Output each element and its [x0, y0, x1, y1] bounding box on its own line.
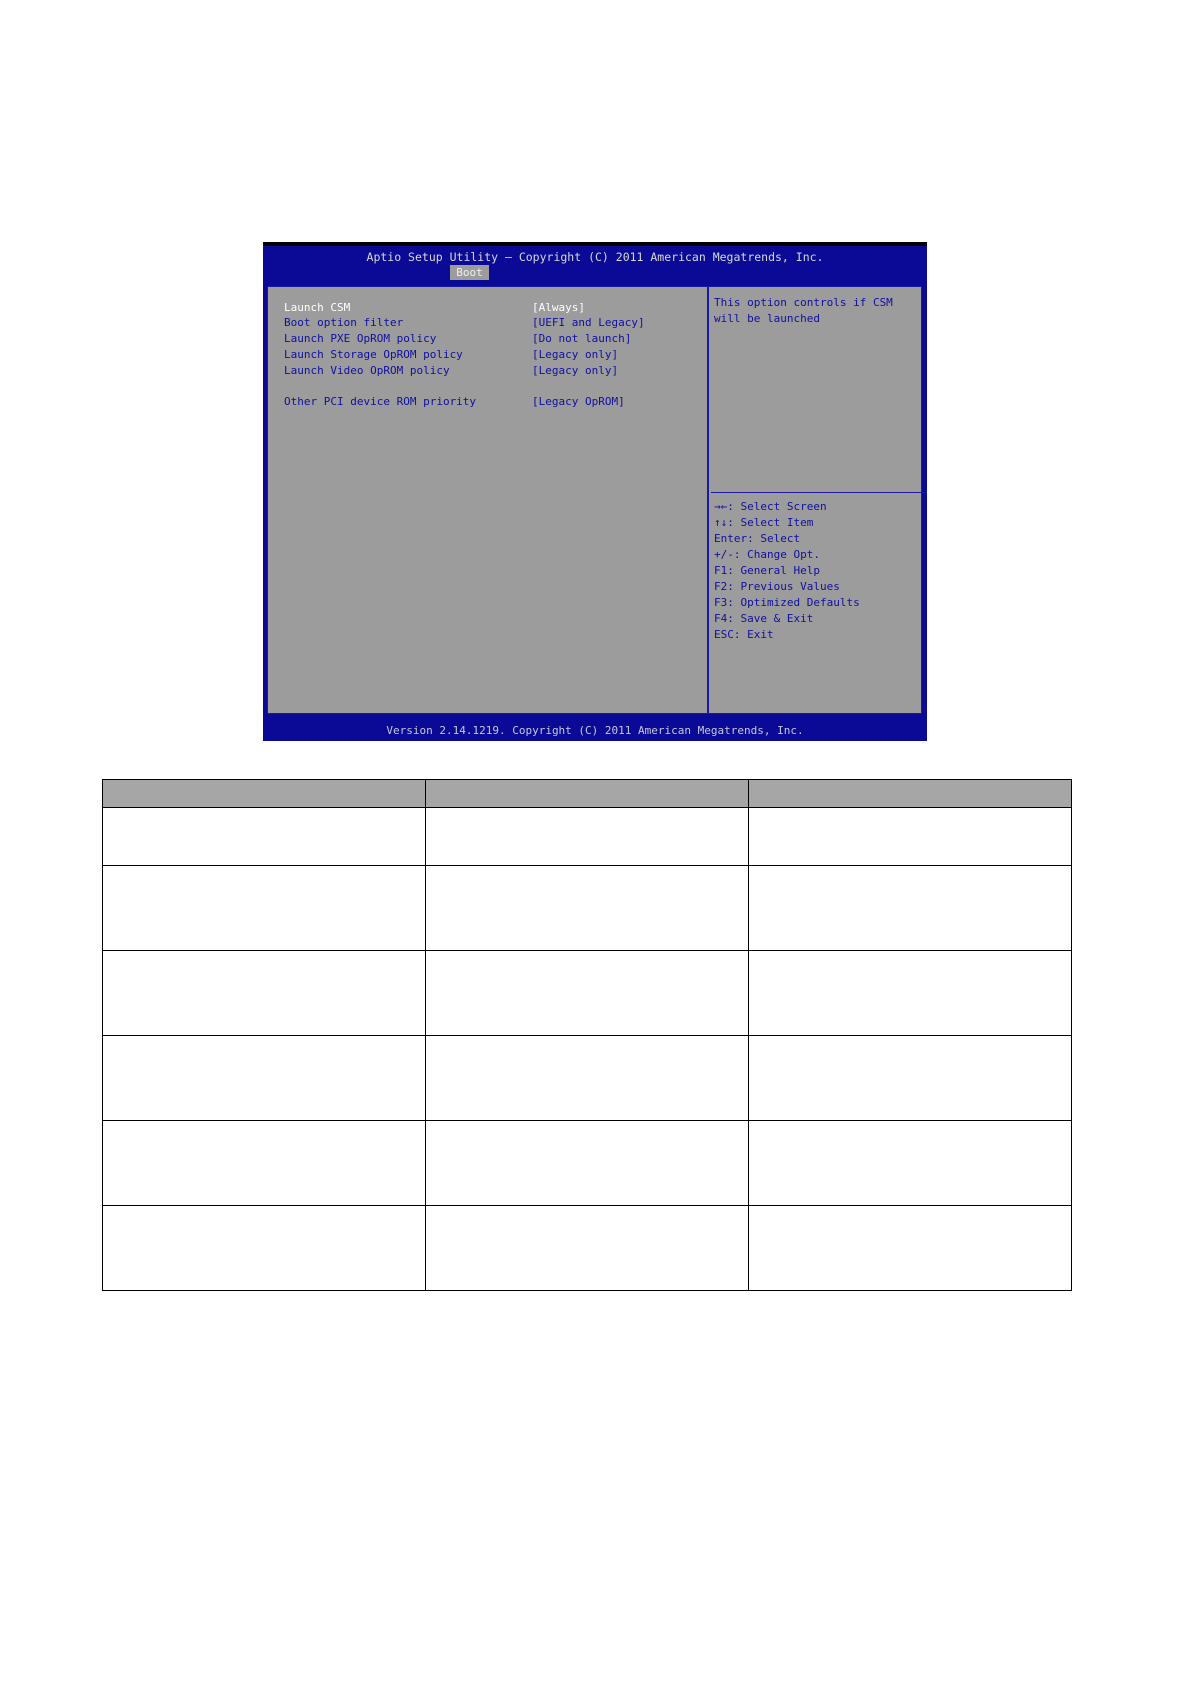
- key-legend: [714, 499, 860, 643]
- table-cell: [103, 866, 426, 951]
- bios-screenshot: [263, 242, 927, 741]
- setting-value[interactable]: [Always]: [532, 301, 585, 314]
- help-pane: [711, 287, 921, 713]
- table-row: [103, 866, 1072, 951]
- table-header-cell: [103, 780, 426, 808]
- setting-value[interactable]: [Legacy only]: [532, 348, 619, 361]
- setting-label: Launch Video OpROM policy: [284, 364, 450, 377]
- table-header-cell: [749, 780, 1072, 808]
- table-row: [103, 1206, 1072, 1291]
- table-cell: [426, 1121, 749, 1206]
- key-general-help: F1: General Help: [714, 564, 820, 577]
- bios-footer: Version 2.14.1219. Copyright (C) 2011 American Megatrends, Inc.: [386, 724, 804, 737]
- key-save-exit: F4: Save & Exit: [714, 612, 814, 625]
- table-cell: [103, 1206, 426, 1291]
- table-cell: [749, 1036, 1072, 1121]
- help-description: This option controls if CSM will be launched: [714, 296, 893, 325]
- key-select-screen: →←: Select Screen: [714, 500, 827, 513]
- key-change-opt: +/-: Change Opt.: [714, 548, 820, 561]
- bios-title-bar: [263, 242, 927, 279]
- key-esc-exit: ESC: Exit: [714, 628, 774, 641]
- table-cell: [426, 808, 749, 866]
- bios-body: [267, 286, 922, 714]
- settings-pane: [268, 287, 709, 713]
- table-cell: [426, 1036, 749, 1121]
- table-row: [103, 808, 1072, 866]
- table-cell: [749, 808, 1072, 866]
- key-optimized-defaults: F3: Optimized Defaults: [714, 596, 860, 609]
- setting-label: Launch CSM: [284, 301, 351, 314]
- setting-label: Other PCI device ROM priority: [284, 395, 477, 408]
- setting-value[interactable]: [UEFI and Legacy]: [532, 316, 645, 329]
- tab-boot[interactable]: Boot: [450, 265, 489, 280]
- table-row: [103, 951, 1072, 1036]
- setting-label: Boot option filter: [284, 316, 404, 329]
- table-cell: [749, 1206, 1072, 1291]
- key-select-item: ↑↓: Select Item: [714, 516, 814, 529]
- table-cell: [749, 1121, 1072, 1206]
- table-cell: [426, 951, 749, 1036]
- key-enter-select: Enter: Select: [714, 532, 801, 545]
- table-cell: [426, 1206, 749, 1291]
- table-row: [103, 1036, 1072, 1121]
- options-table: [102, 779, 1072, 1291]
- table-header-cell: [426, 780, 749, 808]
- setting-label: Launch Storage OpROM policy: [284, 348, 463, 361]
- table-cell: [103, 1036, 426, 1121]
- table-cell: [103, 951, 426, 1036]
- table-cell: [426, 866, 749, 951]
- table-cell: [103, 1121, 426, 1206]
- key-previous-values: F2: Previous Values: [714, 580, 840, 593]
- setting-value[interactable]: [Legacy only]: [532, 364, 619, 377]
- table-cell: [749, 951, 1072, 1036]
- table-header-row: [103, 780, 1072, 808]
- setting-label: Launch PXE OpROM policy: [284, 332, 437, 345]
- table-cell: [103, 808, 426, 866]
- help-divider: [711, 492, 927, 493]
- table-row: [103, 1121, 1072, 1206]
- setting-value[interactable]: [Legacy OpROM]: [532, 395, 625, 408]
- table-cell: [749, 866, 1072, 951]
- setting-value[interactable]: [Do not launch]: [532, 332, 632, 345]
- bios-title: Aptio Setup Utility – Copyright (C) 2011 American Megatrends, Inc.: [366, 250, 824, 264]
